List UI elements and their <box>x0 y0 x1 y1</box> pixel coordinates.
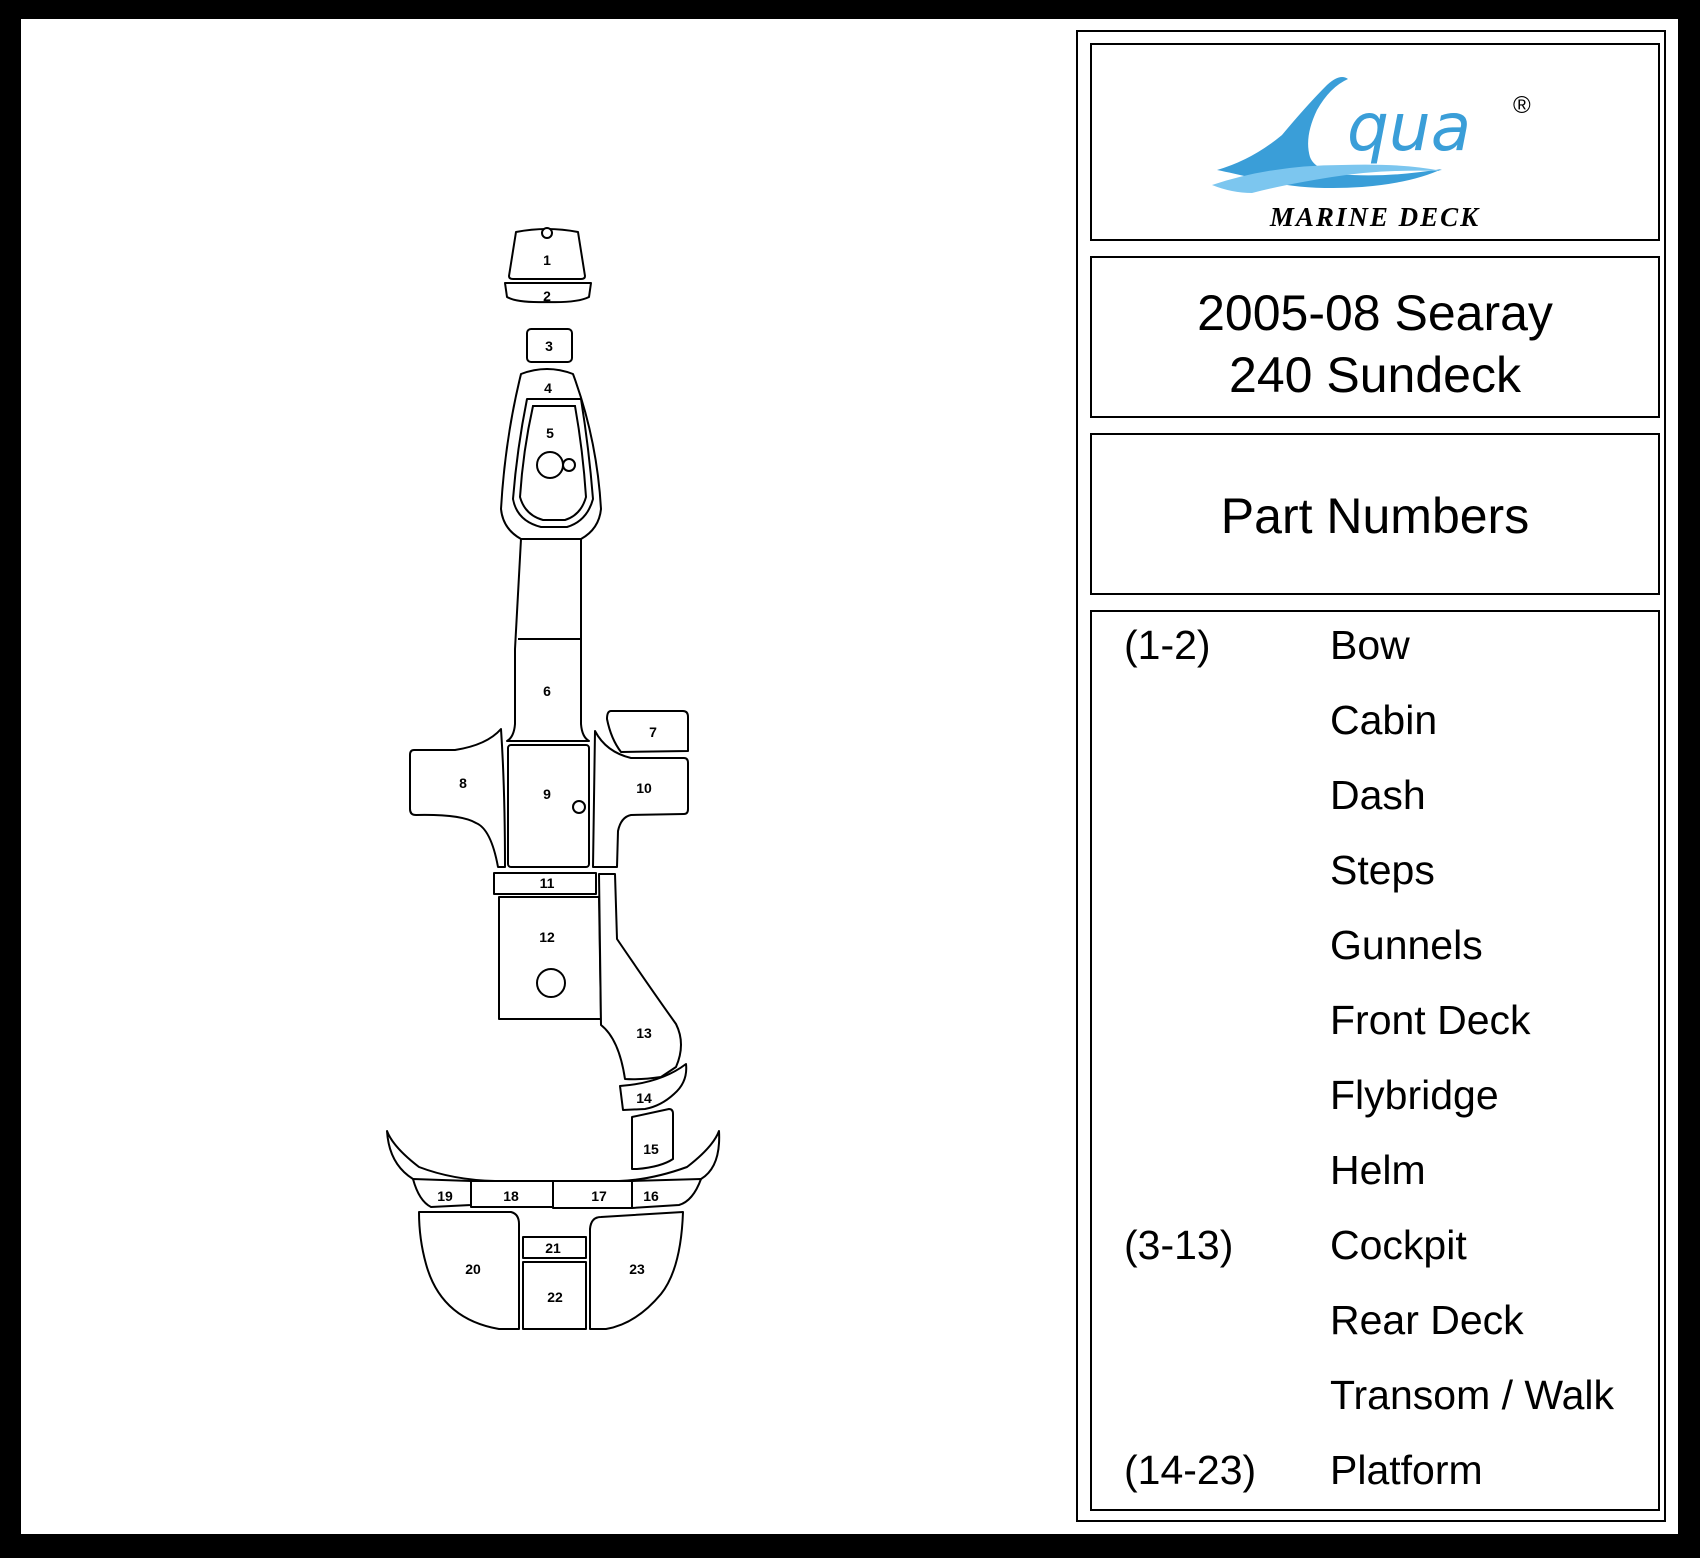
part-label-1: 1 <box>543 252 551 268</box>
part-7[interactable] <box>607 711 688 752</box>
part-label-20: 20 <box>465 1261 481 1277</box>
part-1-hole <box>542 228 552 238</box>
list-item-name: Steps <box>1330 847 1435 893</box>
part-label-12: 12 <box>539 929 555 945</box>
info-panel <box>1076 30 1666 1522</box>
list-item <box>1092 622 1658 682</box>
part-5-hole-large <box>537 452 563 478</box>
list-item-name: Platform <box>1330 1447 1483 1493</box>
list-item <box>1092 1072 1658 1132</box>
sheet <box>21 19 1678 1534</box>
heading-box <box>1090 433 1660 595</box>
part-15[interactable] <box>632 1109 673 1169</box>
list-item <box>1092 1222 1658 1282</box>
aqua-logo <box>1212 65 1542 195</box>
list-item <box>1092 1297 1658 1357</box>
list-item-name: Dash <box>1330 772 1426 818</box>
part-13[interactable] <box>599 874 681 1079</box>
part-label-23: 23 <box>629 1261 645 1277</box>
list-item-name: Front Deck <box>1330 997 1531 1043</box>
part-label-7: 7 <box>649 724 657 740</box>
part-label-3: 3 <box>545 338 553 354</box>
part-5-hole-small <box>563 459 575 471</box>
part-label-4: 4 <box>544 380 552 396</box>
list-item-name: Bow <box>1330 622 1410 668</box>
logo-registered: ® <box>1513 92 1531 119</box>
logo-box <box>1090 43 1660 241</box>
part-numbers-heading: Part Numbers <box>1220 488 1530 544</box>
part-12[interactable] <box>499 897 601 1019</box>
list-item-range: (1-2) <box>1124 622 1211 668</box>
part-label-6: 6 <box>543 683 551 699</box>
list-item-name: Gunnels <box>1330 922 1483 968</box>
part-label-13: 13 <box>636 1025 652 1041</box>
part-9-hole <box>573 801 585 813</box>
list-item-range: (3-13) <box>1124 1222 1234 1268</box>
list-item <box>1092 772 1658 832</box>
part-12-hole <box>537 969 565 997</box>
list-item-range: (14-23) <box>1124 1447 1257 1493</box>
part-label-15: 15 <box>643 1141 659 1157</box>
list-item <box>1092 922 1658 982</box>
list-item <box>1092 1372 1658 1432</box>
title-line-1: 2005-08 Searay <box>1197 285 1553 341</box>
list-item-name: Cabin <box>1330 697 1438 743</box>
part-label-11: 11 <box>539 875 555 891</box>
list-item-name: Helm <box>1330 1147 1426 1193</box>
part-label-5: 5 <box>546 425 554 441</box>
part-label-17: 17 <box>591 1188 607 1204</box>
list-item-name: Rear Deck <box>1330 1297 1524 1343</box>
deck-diagram <box>21 19 1096 1534</box>
logo-subtitle: MARINE DECK <box>1269 202 1481 232</box>
list-item <box>1092 847 1658 907</box>
part-label-21: 21 <box>545 1240 561 1256</box>
part-label-8: 8 <box>459 775 467 791</box>
list-item-name: Flybridge <box>1330 1072 1499 1118</box>
title-line-2: 240 Sundeck <box>1229 347 1521 403</box>
list-item-name: Transom / Walk <box>1330 1372 1614 1418</box>
part-label-10: 10 <box>636 780 652 796</box>
part-label-14: 14 <box>636 1090 652 1106</box>
part-label-2: 2 <box>543 288 551 304</box>
title-box <box>1090 256 1660 418</box>
logo-wordmark: qua <box>1347 89 1472 166</box>
part-label-22: 22 <box>547 1289 563 1305</box>
list-item-name: Cockpit <box>1330 1222 1467 1268</box>
part-list <box>1090 610 1660 1511</box>
list-item <box>1092 1447 1658 1507</box>
list-item <box>1092 997 1658 1057</box>
part-8[interactable] <box>410 729 505 867</box>
list-item <box>1092 697 1658 757</box>
part-label-19: 19 <box>437 1188 453 1204</box>
part-label-18: 18 <box>503 1188 519 1204</box>
part-label-9: 9 <box>543 786 551 802</box>
part-label-16: 16 <box>643 1188 659 1204</box>
list-item <box>1092 1147 1658 1207</box>
